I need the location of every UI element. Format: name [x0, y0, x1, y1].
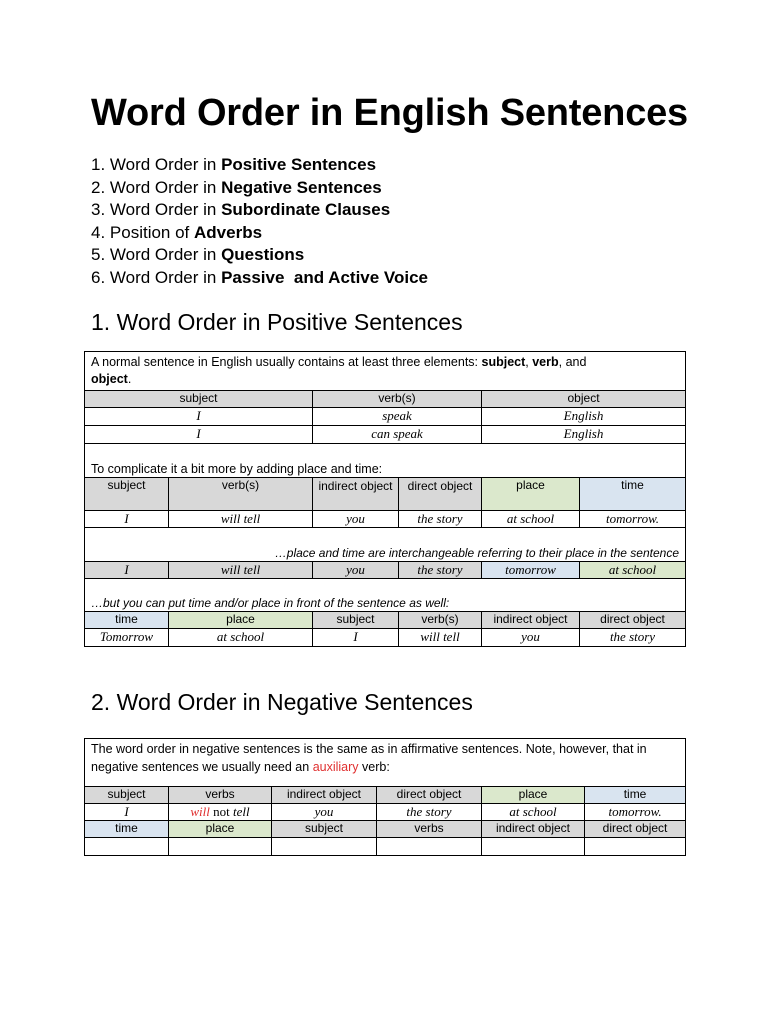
positive-place-time-table — [84, 443, 686, 647]
header-direct-object: direct object — [585, 821, 686, 838]
front-note: …but you can put time and/or place in front of the sentence as well: — [85, 579, 686, 612]
table-cell: I — [313, 629, 399, 647]
table-cell: tomorrow. — [580, 511, 686, 528]
table-cell: the story — [377, 804, 482, 821]
toc-item[interactable]: 5. Word Order in Questions — [91, 245, 305, 265]
complicate-text: To complicate it a bit more by adding place and time: — [85, 444, 686, 478]
table-cell: I — [85, 562, 169, 579]
header-object: object — [482, 391, 686, 408]
empty-cell — [272, 838, 377, 856]
table-cell: speak — [313, 408, 482, 426]
positive-intro-table — [84, 351, 686, 444]
intro-text: A normal sentence in English usually contains at least three elements: subject, verb, and object. — [85, 352, 686, 391]
table-cell: I — [85, 426, 313, 444]
header-place: place — [169, 612, 313, 629]
table-cell: I — [85, 408, 313, 426]
table-cell: tomorrow — [482, 562, 580, 579]
interchange-note: …place and time are interchangeable referring to their place in the sentence — [85, 528, 686, 562]
header-verbs: verbs — [169, 787, 272, 804]
header-subject: subject — [272, 821, 377, 838]
header-direct-object: direct object — [580, 612, 686, 629]
table-cell: you — [313, 562, 399, 579]
header-verbs: verbs — [377, 821, 482, 838]
header-place: place — [482, 787, 585, 804]
table-cell: the story — [580, 629, 686, 647]
header-subject: subject — [85, 391, 313, 408]
toc-item[interactable]: 1. Word Order in Positive Sentences — [91, 155, 377, 174]
header-verbs: verb(s) — [169, 478, 313, 511]
header-verbs: verb(s) — [399, 612, 482, 629]
header-time: time — [85, 821, 169, 838]
table-cell: Tomorrow — [85, 629, 169, 647]
header-indirect-object: indirect object — [313, 478, 399, 511]
header-subject: subject — [313, 612, 399, 629]
toc-item[interactable]: 2. Word Order in Negative Sentences — [91, 177, 382, 197]
header-direct-object: direct object — [399, 478, 482, 511]
section-heading-positive: 1. Word Order in Positive Sentences — [91, 309, 463, 335]
table-cell: English — [482, 426, 686, 444]
table-of-contents — [91, 154, 428, 290]
negative-sentences-box — [84, 738, 685, 856]
header-time: time — [85, 612, 169, 629]
table-cell-negative-verb: will not tell — [169, 804, 272, 821]
header-subject: subject — [85, 787, 169, 804]
header-place: place — [169, 821, 272, 838]
page-title: Word Order in English Sentences — [91, 92, 688, 134]
header-indirect-object: indirect object — [482, 821, 585, 838]
header-subject: subject — [85, 478, 169, 511]
table-cell: at school — [169, 629, 313, 647]
empty-cell — [585, 838, 686, 856]
positive-sentences-box — [84, 351, 685, 647]
empty-cell — [377, 838, 482, 856]
header-place: place — [482, 478, 580, 511]
table-cell: will tell — [169, 511, 313, 528]
empty-cell — [85, 838, 169, 856]
header-time: time — [580, 478, 686, 511]
toc-item[interactable]: 4. Position of Adverbs — [91, 222, 263, 242]
header-direct-object: direct object — [377, 787, 482, 804]
header-indirect-object: indirect object — [272, 787, 377, 804]
empty-cell — [482, 838, 585, 856]
table-cell: you — [313, 511, 399, 528]
table-cell: can speak — [313, 426, 482, 444]
toc-item[interactable]: 6. Word Order in Passive and Active Voice — [91, 267, 429, 287]
toc-item[interactable]: 3. Word Order in Subordinate Clauses — [91, 200, 391, 220]
table-cell: at school — [580, 562, 686, 579]
table-cell: English — [482, 408, 686, 426]
table-cell: at school — [482, 804, 585, 821]
table-cell: you — [272, 804, 377, 821]
header-time: time — [585, 787, 686, 804]
header-verbs: verb(s) — [313, 391, 482, 408]
table-cell: I — [85, 511, 169, 528]
table-cell: I — [85, 804, 169, 821]
table-cell: at school — [482, 511, 580, 528]
negative-intro-text: The word order in negative sentences is the same as in affirmative sentences. Note, however, that in negative sentences we usually need an auxiliary verb: — [85, 739, 686, 787]
table-cell: tomorrow. — [585, 804, 686, 821]
table-cell: will tell — [169, 562, 313, 579]
table-cell: you — [482, 629, 580, 647]
section-heading-negative: 2. Word Order in Negative Sentences — [91, 689, 473, 715]
negative-table — [84, 738, 686, 856]
header-indirect-object: indirect object — [482, 612, 580, 629]
empty-cell — [169, 838, 272, 856]
table-cell: will tell — [399, 629, 482, 647]
table-cell: the story — [399, 511, 482, 528]
table-cell: the story — [399, 562, 482, 579]
